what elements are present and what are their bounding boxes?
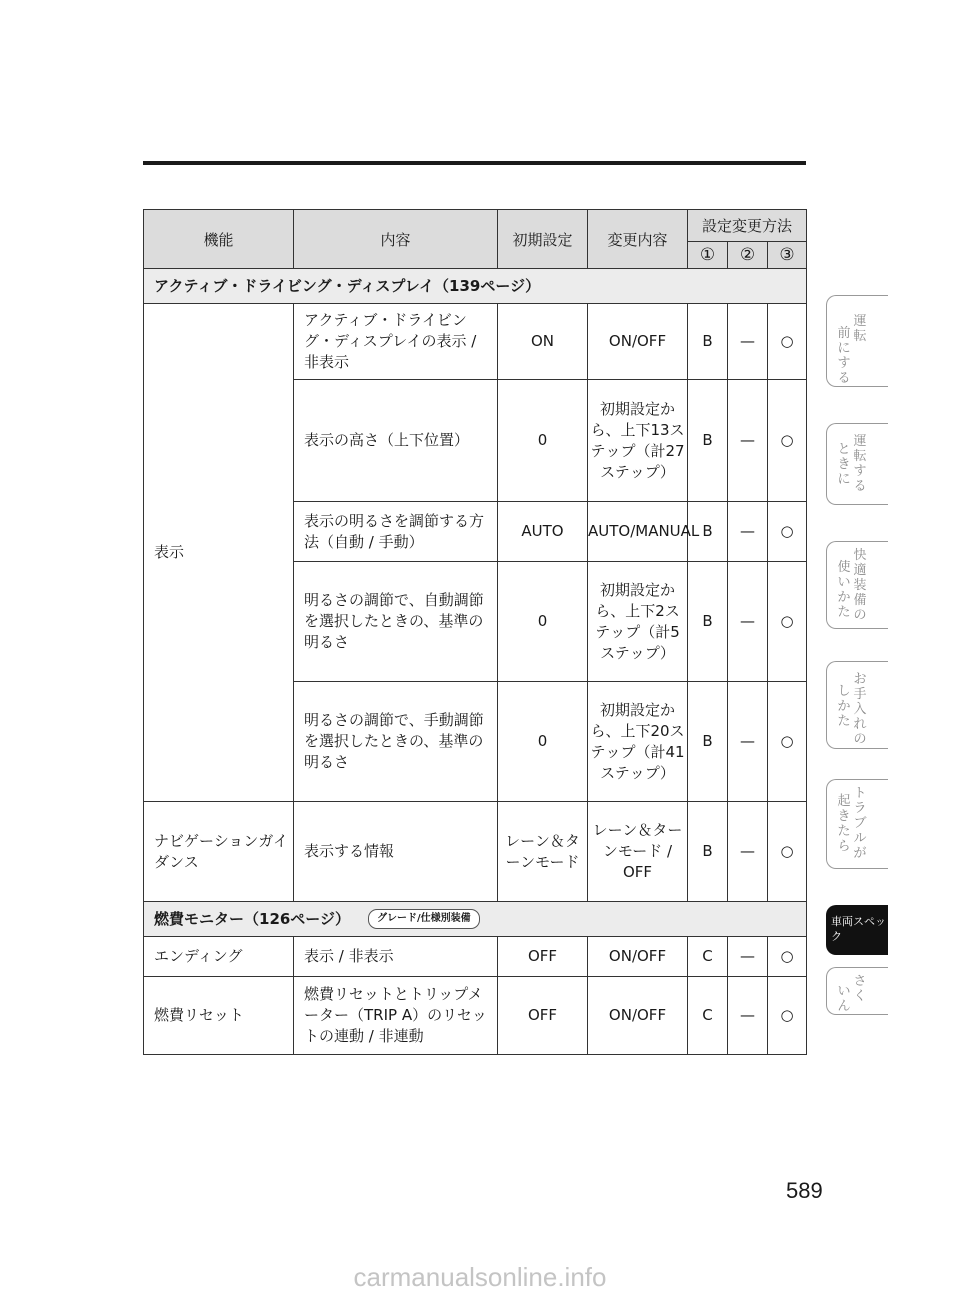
tab-before-driving[interactable] (826, 295, 888, 387)
row-desc: 表示の明るさを調節する方法（自動 / 手動） (294, 502, 498, 562)
row-desc: 明るさの調節で、自動調節を選択したときの、基準の明るさ (294, 562, 498, 682)
row-m2: — (728, 682, 768, 802)
tab-comfort[interactable] (826, 541, 888, 629)
row-initial: 0 (498, 380, 588, 502)
row-m1: B (688, 380, 728, 502)
tab-text-left: 使いかた (837, 560, 851, 620)
tab-text-left: ときに (837, 442, 851, 487)
row-desc: 燃費リセットとトリップメーター（TRIP A）のリセットの連動 / 非連動 (294, 977, 498, 1055)
group-display: 表示 (144, 304, 294, 802)
row-change: AUTO/MANUAL (588, 502, 688, 562)
row-m3: ○ (768, 802, 807, 902)
row-initial: AUTO (498, 502, 588, 562)
section-title (144, 269, 807, 304)
row-change: 初期設定から、上下2ステップ（計5ステップ） (588, 562, 688, 682)
settings-table (143, 209, 807, 1055)
row-m2: — (728, 304, 768, 380)
row-m3: ○ (768, 380, 807, 502)
row-change: 初期設定から、上下13ステップ（計27ステップ） (588, 380, 688, 502)
row-m1: B (688, 682, 728, 802)
row-desc: 明るさの調節で、手動調節を選択したときの、基準の明るさ (294, 682, 498, 802)
header-method-3: ③ (768, 242, 807, 269)
tab-text-left: 前にする (837, 326, 851, 386)
row-m1: C (688, 937, 728, 977)
tab-maintenance[interactable] (826, 661, 888, 749)
row-m2: — (728, 380, 768, 502)
row-func: ナビゲーションガイダンス (144, 802, 294, 902)
tab-while-driving[interactable] (826, 423, 888, 505)
row-initial: 0 (498, 682, 588, 802)
row-m3: ○ (768, 682, 807, 802)
row-m1: B (688, 562, 728, 682)
grade-badge: グレード/仕様別装備 (368, 909, 480, 929)
header-content: 内容 (294, 210, 498, 269)
tab-text-left: 起きたら (837, 794, 851, 854)
row-func: エンディング (144, 937, 294, 977)
tab-text-right: トラブルが (853, 786, 867, 861)
tab-troubles[interactable] (826, 779, 888, 869)
section-title-text: 燃費モニター（126ページ） (154, 909, 351, 928)
tab-text-left: しかた (837, 684, 851, 729)
row-m2: — (728, 977, 768, 1055)
tab-text-right: お手入れの (853, 672, 867, 747)
row-m3: ○ (768, 562, 807, 682)
header-function: 機能 (144, 210, 294, 269)
row-initial: OFF (498, 977, 588, 1055)
row-change: ON/OFF (588, 937, 688, 977)
row-change: ON/OFF (588, 304, 688, 380)
row-initial: ON (498, 304, 588, 380)
header-change: 変更内容 (588, 210, 688, 269)
row-m2: — (728, 562, 768, 682)
tab-text-right: 運転 (853, 314, 867, 344)
row-initial: OFF (498, 937, 588, 977)
header-method: 設定変更方法 (688, 210, 807, 242)
row-func: 燃費リセット (144, 977, 294, 1055)
watermark: carmanualsonline.info (353, 1262, 607, 1292)
top-rule (143, 161, 806, 165)
header-method-2: ② (728, 242, 768, 269)
row-desc: 表示する情報 (294, 802, 498, 902)
tab-text-right: さく (853, 974, 867, 1004)
row-m3: ○ (768, 977, 807, 1055)
row-m2: — (728, 802, 768, 902)
tab-text-right: 運転する (853, 434, 867, 494)
page-number: 589 (786, 1178, 823, 1203)
row-m1: B (688, 502, 728, 562)
row-desc: アクティブ・ドライビング・ディスプレイの表示 / 非表示 (294, 304, 498, 380)
section-title-text: アクティブ・ドライビング・ディスプレイ（139ページ） (154, 276, 541, 295)
row-m3: ○ (768, 502, 807, 562)
header-initial: 初期設定 (498, 210, 588, 269)
tab-index[interactable] (826, 967, 888, 1015)
tab-text-left: いん (837, 984, 851, 1014)
section-title (144, 902, 807, 937)
row-m2: — (728, 502, 768, 562)
row-change: 初期設定から、上下20ステップ（計41ステップ） (588, 682, 688, 802)
tab-specs-label: 車両スペック (831, 915, 886, 943)
row-initial: 0 (498, 562, 588, 682)
row-change: レーン＆ターンモード / OFF (588, 802, 688, 902)
row-desc: 表示 / 非表示 (294, 937, 498, 977)
row-m3: ○ (768, 304, 807, 380)
row-m1: B (688, 304, 728, 380)
tab-text-right: 快適装備の (853, 548, 867, 623)
row-change: ON/OFF (588, 977, 688, 1055)
row-m1: B (688, 802, 728, 902)
row-m1: C (688, 977, 728, 1055)
header-method-1: ① (688, 242, 728, 269)
tab-specs[interactable] (826, 905, 888, 955)
row-m3: ○ (768, 937, 807, 977)
row-initial: レーン＆ターンモード (498, 802, 588, 902)
row-desc: 表示の高さ（上下位置） (294, 380, 498, 502)
row-m2: — (728, 937, 768, 977)
